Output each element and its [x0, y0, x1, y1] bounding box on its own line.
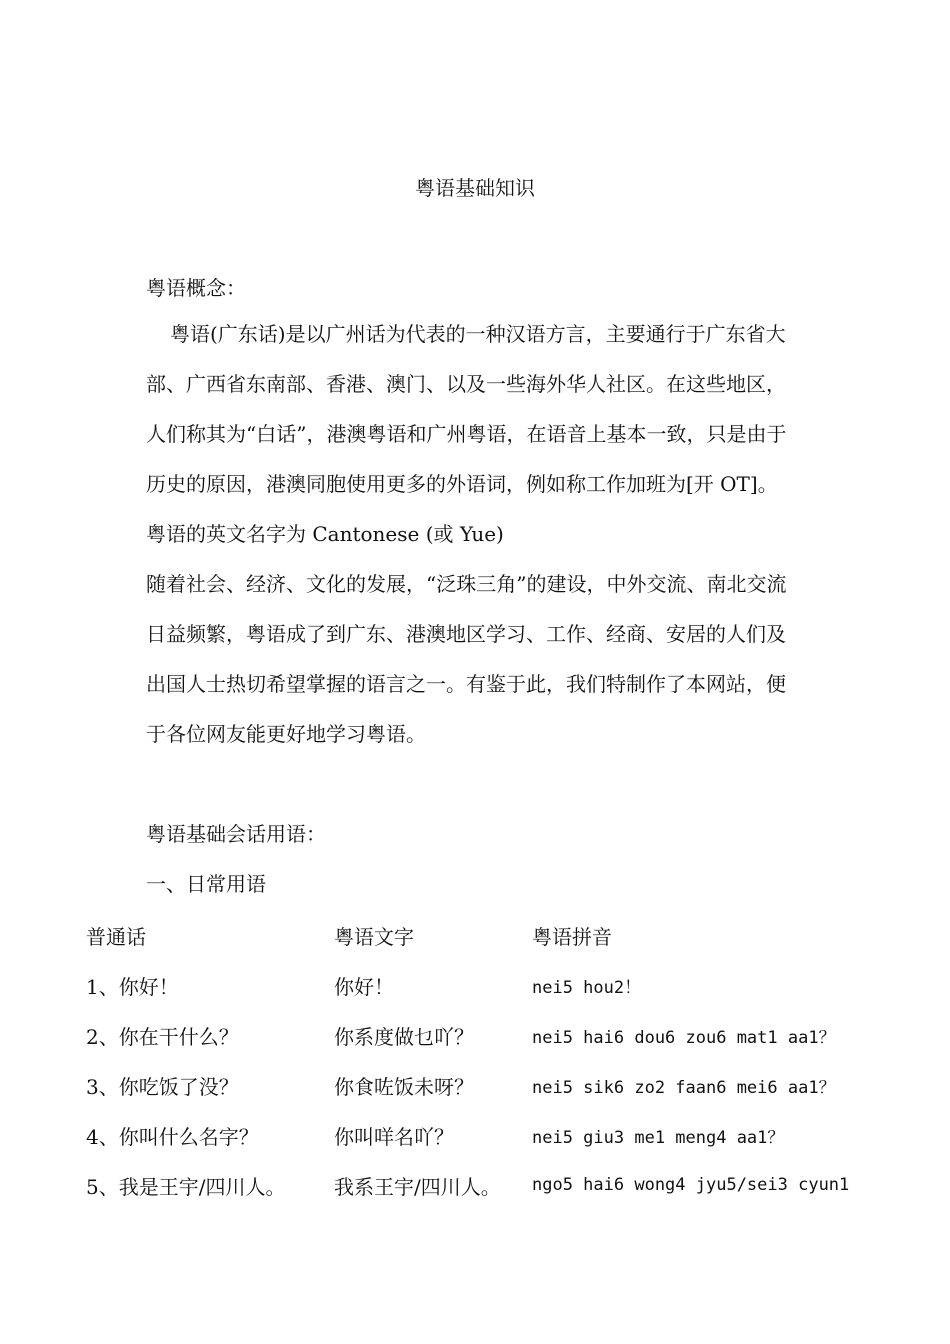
jyutping-cell: ngo5 hai6 wong4 jyu5/sei3 cyun1: [532, 1175, 850, 1195]
jyutping-cell: nei5 hou2！: [532, 977, 642, 998]
concept-heading: 粤语概念：: [146, 276, 246, 300]
table-row: [86, 1160, 926, 1210]
table-row: [86, 960, 926, 1010]
mandarin-cell: 5、我是王宇/四川人。: [86, 1174, 286, 1199]
section-heading: 一、日常用语: [146, 872, 266, 896]
jyutping-cell: nei5 hai6 dou6 zou6 mat1 aa1？: [532, 1027, 836, 1048]
column-header-cantonese-text: 粤语文字: [334, 924, 414, 949]
mandarin-cell: 2、你在干什么？: [86, 1024, 239, 1049]
cantonese-cell: 我系王宇/四川人。: [334, 1174, 501, 1199]
concept-line: 随着社会、经济、文化的发展，“泛珠三角”的建设，中外交流、南北交流: [146, 572, 787, 596]
cantonese-cell: 你食咗饭未呀？: [334, 1074, 474, 1099]
table-header-row: [86, 910, 926, 960]
concept-line: 部、广西省东南部、香港、澳门、以及一些海外华人社区。在这些地区，: [146, 372, 786, 396]
table-row: [86, 1010, 926, 1060]
concept-line: 粤语(广东话)是以广州话为代表的一种汉语方言，主要通行于广东省大: [170, 322, 786, 346]
mandarin-cell: 1、你好！: [86, 974, 179, 999]
cantonese-cell: 你系度做乜吖？: [334, 1024, 474, 1049]
mandarin-cell: 3、你吃饭了没？: [86, 1074, 239, 1099]
cantonese-cell: 你好！: [334, 974, 394, 999]
concept-line: 于各位网友能更好地学习粤语。: [146, 722, 426, 746]
jyutping-cell: nei5 sik6 zo2 faan6 mei6 aa1？: [532, 1077, 836, 1098]
concept-line: 粤语的英文名字为 Cantonese (或 Yue): [146, 522, 504, 546]
concept-line: 出国人士热切希望掌握的语言之一。有鉴于此，我们特制作了本网站，便: [146, 672, 786, 696]
conversation-heading: 粤语基础会话用语：: [146, 822, 326, 846]
concept-line: 日益频繁，粤语成了到广东、港澳地区学习、工作、经商、安居的人们及: [146, 622, 786, 646]
concept-line: 历史的原因，港澳同胞使用更多的外语词，例如称工作加班为[开 OT]。: [146, 472, 778, 496]
concept-paragraph: [146, 309, 826, 759]
column-header-mandarin: 普通话: [86, 924, 146, 949]
mandarin-cell: 4、你叫什么名字？: [86, 1124, 259, 1149]
phrase-table: [86, 910, 926, 1210]
table-row: [86, 1110, 926, 1160]
column-header-jyutping: 粤语拼音: [532, 924, 612, 949]
cantonese-cell: 你叫咩名吖？: [334, 1124, 454, 1149]
concept-line: 人们称其为“白话”，港澳粤语和广州粤语，在语音上基本一致，只是由于: [146, 422, 787, 446]
table-row: [86, 1060, 926, 1110]
page-title: 粤语基础知识: [415, 176, 535, 200]
jyutping-cell: nei5 giu3 me1 meng4 aa1？: [532, 1127, 785, 1148]
